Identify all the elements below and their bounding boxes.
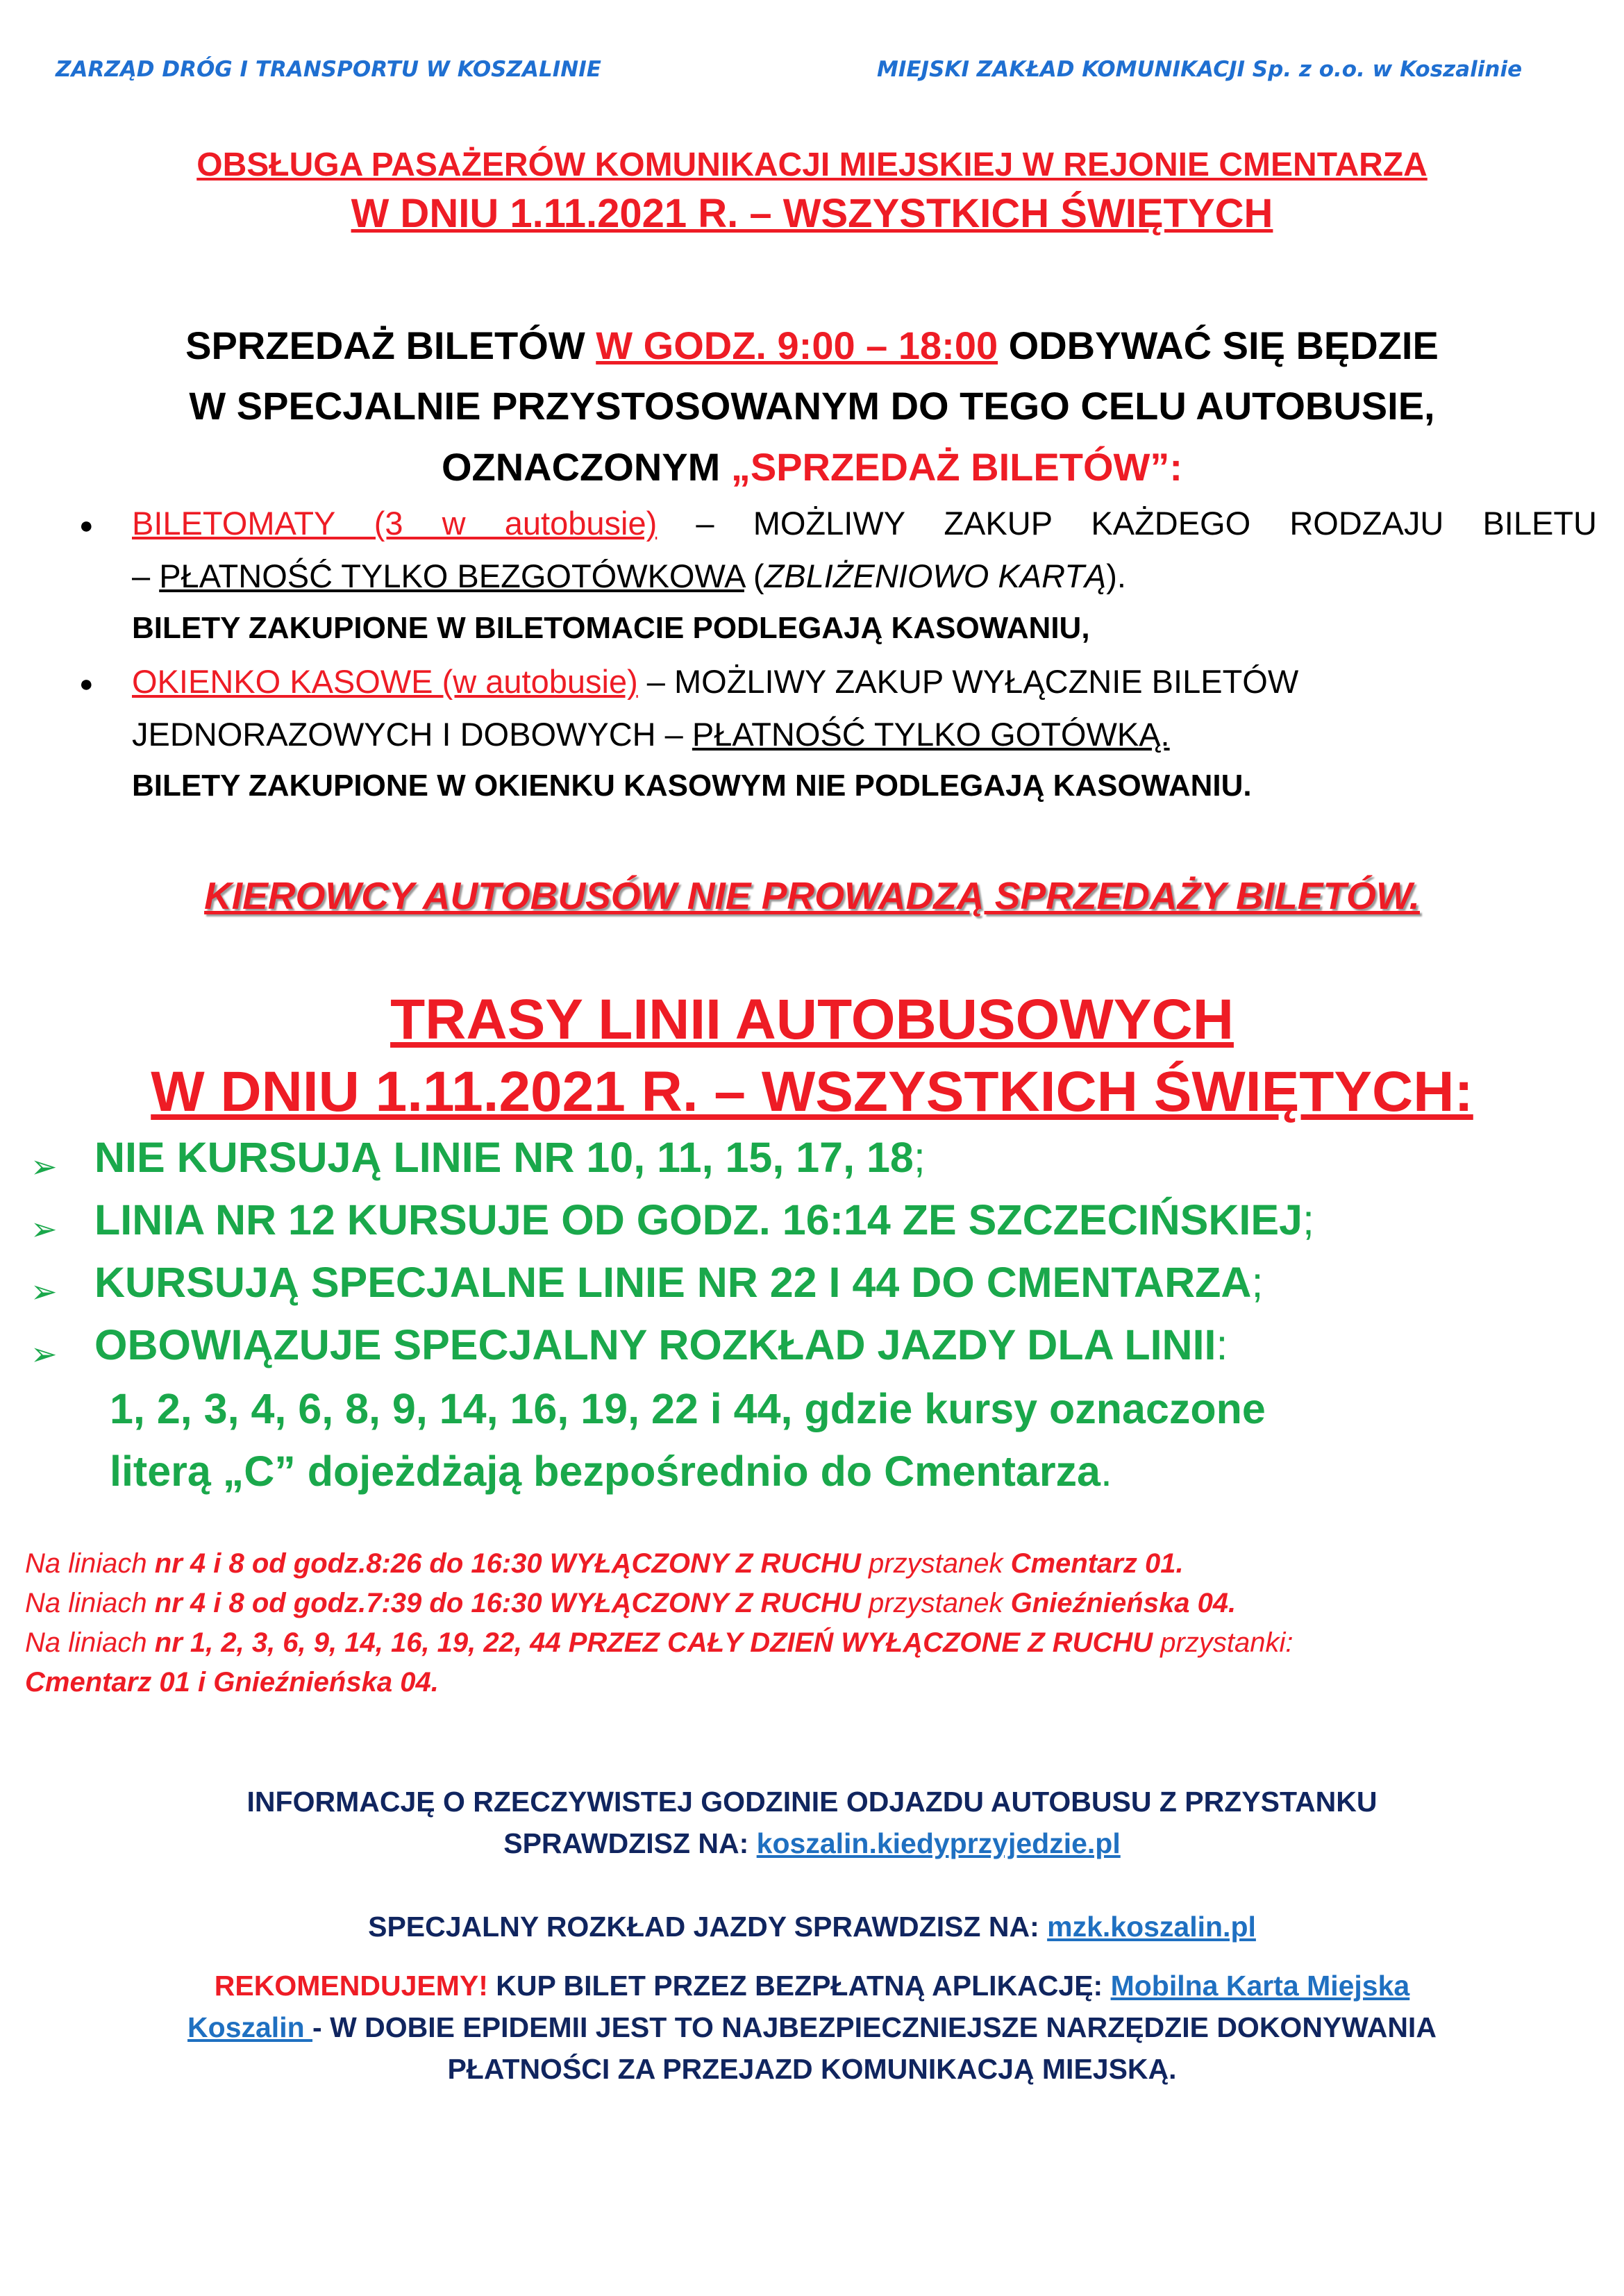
title-line-2: W DNIU 1.11.2021 R. – WSZYSTKICH ŚWIĘTYCH	[351, 191, 1273, 236]
contactless-card: ZBLIŻENIOWO KARTĄ	[764, 558, 1107, 594]
special-lines-cemetery	[110, 1447, 1112, 1495]
bullet-text: – MOŻLIWY ZAKUP WYŁĄCZNIE BILETÓW	[637, 663, 1299, 700]
route-text: literą „C” dojeżdżają bezpośrednio do Cmentarza	[110, 1448, 1100, 1495]
route-text: OBOWIĄZUJE SPECJALNY ROZKŁAD JAZDY DLA LINII	[94, 1321, 1216, 1368]
app-link[interactable]: Mobilna Karta Miejska	[1110, 1970, 1410, 2002]
stop-closure-2	[25, 1588, 1236, 1619]
info-text: SPRAWDZISZ NA:	[503, 1827, 757, 1859]
stop-text: przystanek	[860, 1548, 1011, 1579]
stop-text: nr 1, 2, 3, 6, 9, 14, 16, 19, 22, 44 PRZEZ CAŁY DZIEŃ WYŁĄCZONE Z RUCHU	[154, 1627, 1153, 1658]
route-text: LINIA NR 12 KURSUJE OD GODZ. 16:14 ZE SZCZECIŃSKIEJ	[94, 1196, 1303, 1243]
bullet-dot-icon: ●	[79, 671, 94, 697]
stop-text: Na liniach	[25, 1627, 155, 1658]
route-punct: .	[1100, 1448, 1112, 1495]
route-item-1	[94, 1133, 926, 1182]
sales-line-3	[0, 444, 1624, 489]
recommend-line-2	[0, 2011, 1624, 2044]
bullet-text: JEDNORAZOWYCH I DOBOWYCH –	[132, 716, 692, 753]
sales-hours: W GODZ. 9:00 – 18:00	[596, 324, 998, 367]
bullet-1-line-1	[132, 504, 1597, 542]
recommend-text: - W DOBIE EPIDEMII JEST TO NAJBEZPIECZNIEJSZE NARZĘDZIE DOKONYWANIA	[312, 2011, 1437, 2043]
info-line-1: INFORMACJĘ O RZECZYWISTEJ GODZINIE ODJAZDU AUTOBUSU Z PRZYSTANKU	[246, 1786, 1378, 1818]
drivers-notice: KIEROWCY AUTOBUSÓW NIE PROWADZĄ SPRZEDAŻY BILETÓW.	[204, 874, 1420, 917]
stop-name: Cmentarz 01.	[1010, 1548, 1184, 1579]
bus-label: „SPRZEDAŻ BILETÓW”:	[730, 445, 1183, 489]
mzk-link[interactable]: mzk.koszalin.pl	[1047, 1911, 1256, 1943]
route-punct: ;	[913, 1134, 926, 1181]
stop-text: przystanki:	[1153, 1627, 1294, 1658]
bullet-1-line-2	[132, 557, 1126, 595]
bullet-2-note: BILETY ZAKUPIONE W OKIENKU KASOWYM NIE PODLEGAJĄ KASOWANIU.	[132, 769, 1252, 803]
title-line-1: OBSŁUGA PASAŻERÓW KOMUNIKACJI MIEJSKIEJ W REJONIE CMENTARZA	[196, 146, 1428, 183]
ticket-machines: BILETOMATY (3 w autobusie)	[132, 505, 658, 542]
stop-closure-3	[25, 1627, 1293, 1659]
cashless-only: PŁATNOŚĆ TYLKO BEZGOTÓWKOWA	[159, 558, 744, 594]
recommend-line-3: PŁATNOŚCI ZA PRZEJAZD KOMUNIKACJĄ MIEJSKĄ.	[447, 2053, 1177, 2085]
route-item-3	[94, 1258, 1263, 1307]
bullet-text: ).	[1106, 558, 1126, 594]
arrow-bullet-icon: ➢	[31, 1336, 58, 1372]
cash-only: PŁATNOŚĆ TYLKO GOTÓWKĄ.	[692, 716, 1170, 753]
bullet-text: (	[744, 558, 764, 594]
route-punct: ;	[1302, 1196, 1314, 1243]
arrow-bullet-icon: ➢	[31, 1211, 58, 1247]
schedule-text: SPECJALNY ROZKŁAD JAZDY SPRAWDZISZ NA:	[368, 1911, 1048, 1943]
route-item-2	[94, 1196, 1314, 1244]
arrow-bullet-icon: ➢	[31, 1273, 58, 1309]
bullet-2-line-1	[132, 662, 1298, 701]
stop-text: Na liniach	[25, 1588, 155, 1618]
routes-title-1: TRASY LINII AUTOBUSOWYCH	[390, 988, 1234, 1051]
kiedyprzyjedzie-link[interactable]: koszalin.kiedyprzyjedzie.pl	[756, 1827, 1121, 1859]
header-right: MIEJSKI ZAKŁAD KOMUNIKACJI Sp. z o.o. w Koszalinie	[877, 57, 1523, 82]
header-left: ZARZĄD DRÓG I TRANSPORTU W KOSZALINIE	[56, 57, 601, 82]
stop-closure-names: Cmentarz 01 i Gnieźnieńska 04.	[25, 1667, 439, 1698]
recommend-text: KUP BILET PRZEZ BEZPŁATNĄ APLIKACJĘ:	[487, 1970, 1111, 2002]
ticket-window: OKIENKO KASOWE (w autobusie)	[132, 663, 638, 700]
routes-title-2: W DNIU 1.11.2021 R. – WSZYSTKICH ŚWIĘTYCH:	[151, 1060, 1473, 1123]
stop-text: Na liniach	[25, 1548, 155, 1579]
stop-name: Gnieźnieńska 04.	[1010, 1588, 1237, 1618]
stop-text: przystanek	[860, 1588, 1011, 1618]
route-punct: :	[1216, 1321, 1228, 1368]
sales-text: OZNACZONYM	[441, 445, 731, 489]
stop-text: nr 4 i 8 od godz.7:39 do 16:30 WYŁĄCZONY Z RUCHU	[154, 1588, 861, 1618]
bullet-text: – MOŻLIWY ZAKUP KAŻDEGO RODZAJU BILETU	[657, 505, 1597, 542]
sales-line-2: W SPECJALNIE PRZYSTOSOWANYM DO TEGO CELU AUTOBUSIE,	[189, 384, 1435, 428]
route-text: NIE KURSUJĄ LINIE NR 10, 11, 15, 17, 18	[94, 1134, 914, 1181]
stop-text: nr 4 i 8 od godz.8:26 do 16:30 WYŁĄCZONY Z RUCHU	[154, 1548, 861, 1579]
special-lines-list: 1, 2, 3, 4, 6, 8, 9, 14, 16, 19, 22 i 44, gdzie kursy oznaczone	[110, 1385, 1266, 1432]
sales-text: ODBYWAĆ SIĘ BĘDZIE	[998, 324, 1439, 367]
bullet-1-note: BILETY ZAKUPIONE W BILETOMACIE PODLEGAJĄ KASOWANIU,	[132, 611, 1090, 645]
app-link-cont[interactable]: Koszalin	[187, 2011, 313, 2043]
route-text: KURSUJĄ SPECJALNE LINIE NR 22 I 44 DO CMENTARZA	[94, 1259, 1252, 1306]
recommend-line-1	[0, 1970, 1624, 2002]
stop-closure-1	[25, 1548, 1184, 1579]
bullet-dot-icon: ●	[79, 512, 94, 539]
sales-text: SPRZEDAŻ BILETÓW	[185, 324, 596, 367]
route-punct: ;	[1251, 1259, 1264, 1306]
arrow-bullet-icon: ➢	[31, 1148, 58, 1184]
recommend-label: REKOMENDUJEMY!	[214, 1970, 488, 2002]
info-line-2	[0, 1827, 1624, 1860]
sales-line-1	[0, 323, 1624, 368]
schedule-line	[0, 1911, 1624, 1943]
bullet-text: –	[132, 558, 160, 594]
bullet-2-line-2	[132, 715, 1170, 753]
route-item-4	[94, 1321, 1228, 1369]
